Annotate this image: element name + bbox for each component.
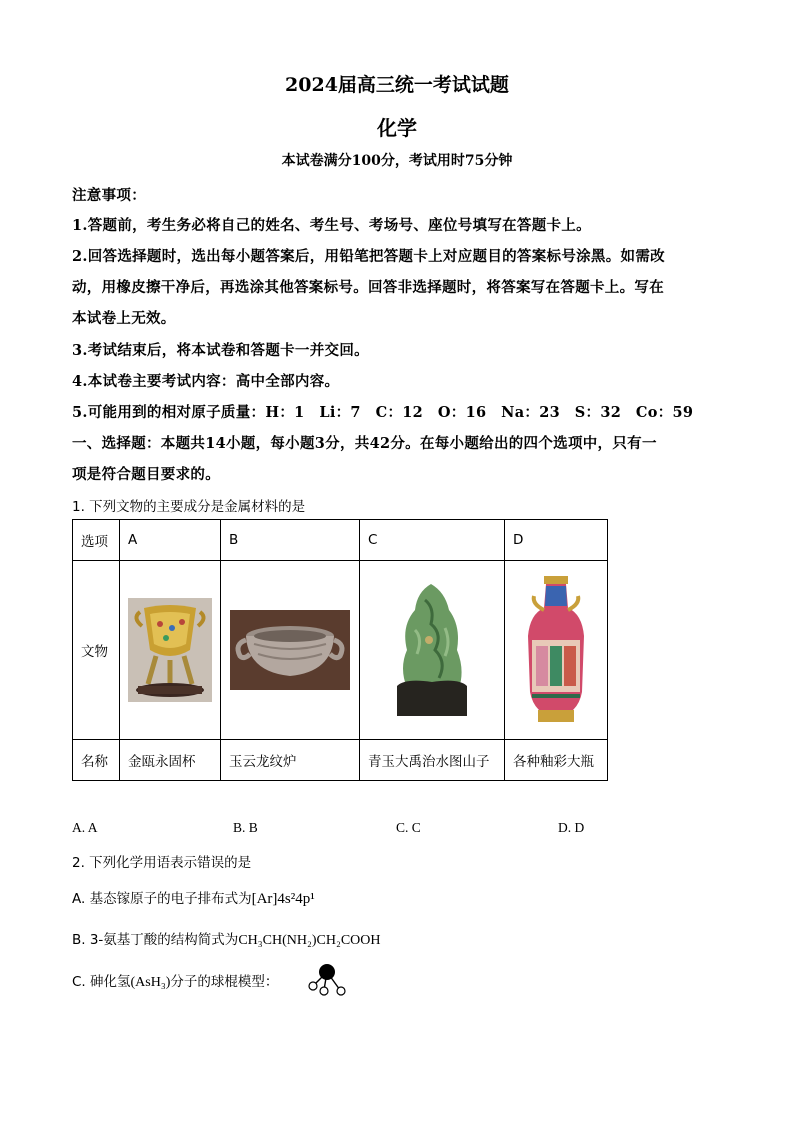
column-a-header: A	[120, 520, 221, 561]
q2-option-a-text: A. 基态镓原子的电子排布式为	[72, 891, 252, 907]
relic-c-cell	[360, 561, 505, 740]
q1-option-b[interactable]: B. B	[233, 820, 258, 835]
q2-option-c[interactable]	[72, 970, 278, 991]
table-row	[73, 520, 608, 561]
column-d-header: D	[505, 520, 608, 561]
row-header-relic: 文物	[73, 561, 120, 740]
q2-option-b-text: B. 3-氨基丁酸的结构简式为	[72, 932, 239, 948]
exam-title: 2024届高三统一考试试题	[285, 74, 509, 96]
row-header-name: 名称	[73, 740, 120, 781]
q2-option-c-suffix: 分子的球棍模型：	[170, 974, 279, 990]
ball-and-stick-model-icon	[300, 962, 350, 998]
note-item-2-line-3: 本试卷上无效。	[72, 310, 176, 327]
notes-heading: 注意事项：	[72, 187, 146, 204]
note-item-2-line-2: 动，用橡皮擦干净后，再选涂其他答案标号。回答非选择题时，将答案写在答题卡上。写在	[72, 279, 664, 296]
note-item-4: 4.本试卷主要考试内容：高中全部内容。	[72, 373, 340, 390]
section-line-1: 一、选择题：本题共14小题，每小题3分，共42分。在每小题给出的四个选项中，只有一	[72, 435, 657, 452]
relic-a-cell	[120, 561, 221, 740]
note-item-2-line-1: 2.回答选择题时，选出每小题答案后，用铅笔把答题卡上对应题目的答案标号涂黑。如需改	[72, 248, 665, 265]
relic-name-c: 青玉大禹治水图山子	[360, 740, 505, 781]
table-row	[73, 561, 608, 740]
q1-option-c[interactable]: C. C	[396, 820, 421, 835]
relic-name-d: 各种釉彩大瓶	[505, 740, 608, 781]
relic-name-a: 金瓯永固杯	[120, 740, 221, 781]
row-header-option: 选项	[73, 520, 120, 561]
note-item-3: 3.考试结束后，将本试卷和答题卡一并交回。	[72, 342, 369, 359]
exam-info: 本试卷满分100分，考试用时75分钟	[281, 153, 513, 169]
q1-option-d[interactable]: D. D	[558, 820, 585, 835]
q2-stem: 2. 下列化学用语表示错误的是	[72, 855, 252, 871]
table-row	[73, 740, 608, 781]
gold-cup-image	[128, 598, 212, 702]
q2-option-b-formula: CH₃CH(NH₂)CH₂COOH	[238, 933, 381, 948]
relic-b-cell	[221, 561, 360, 740]
note-item-1: 1.答题前，考生务必将自己的姓名、考生号、考场号、座位号填写在答题卡上。	[72, 217, 591, 234]
column-c-header: C	[360, 520, 505, 561]
jade-mountain-image	[395, 580, 469, 720]
q2-option-b[interactable]	[72, 928, 381, 949]
q1-option-a[interactable]: A. A	[72, 820, 98, 835]
note-item-5: 5.可能用到的相对原子质量：H：1 Li：7 C：12 O：16 Na：23 S：32 Co：59	[72, 404, 694, 421]
q2-option-c-text: C. 砷化氢	[72, 974, 131, 990]
relic-d-cell	[505, 561, 608, 740]
column-b-header: B	[221, 520, 360, 561]
q1-stem: 1. 下列文物的主要成分是金属材料的是	[72, 499, 306, 515]
glazed-vase-image	[524, 574, 588, 726]
q2-option-a[interactable]	[72, 887, 315, 908]
relic-name-b: 玉云龙纹炉	[221, 740, 360, 781]
q2-option-a-formula: [Ar]4s²4p¹	[251, 891, 315, 907]
subject-title: 化学	[377, 116, 417, 140]
relics-table	[72, 519, 608, 781]
jade-censer-image	[230, 610, 350, 690]
q2-option-c-formula: (AsH₃)	[130, 975, 171, 990]
section-line-2: 项是符合题目要求的。	[72, 466, 220, 483]
